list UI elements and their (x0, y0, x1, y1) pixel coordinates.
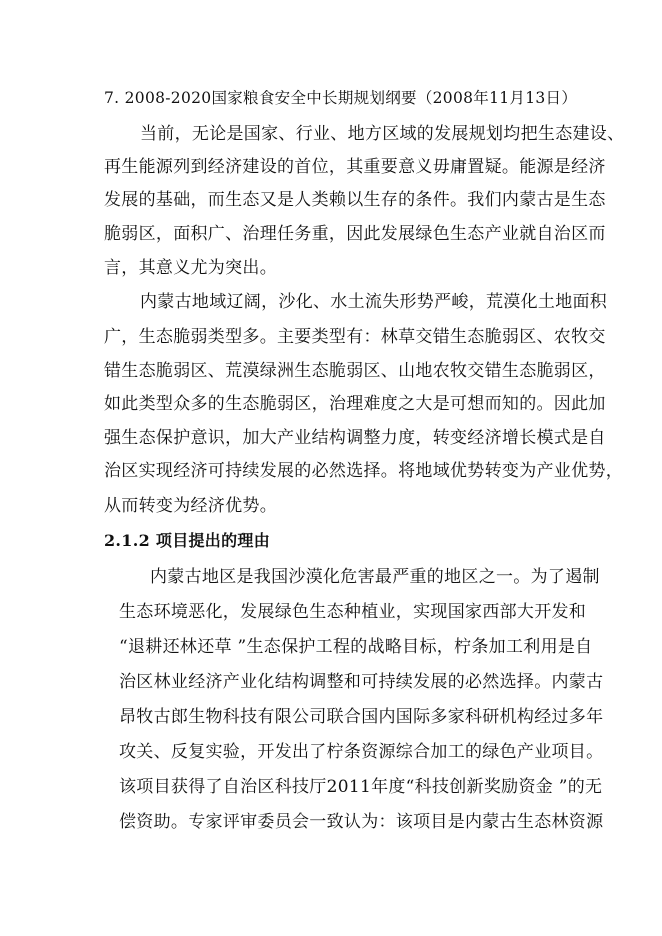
item7-title: 7. 2008-2020国家粮食安全中长期规划纲要（2008年11月13日） (104, 89, 578, 107)
paragraph1-line-4: 脆弱区，面积广、治理任务重，因此发展绿色生态产业就自治区而 (104, 224, 606, 244)
paragraph2-line-3: 错生态脆弱区、荒漠绿洲生态脆弱区、山地农牧交错生态脆弱区， (104, 361, 606, 381)
paragraph3-line-5: 昂牧古郎生物科技有限公司联合国内国际多家科研机构经过多年 (119, 707, 604, 727)
paragraph3-line-6: 攻关、反复实验，开发出了柠条资源综合加工的绿色产业项目。 (119, 742, 604, 762)
paragraph1-line-2: 再生能源列到经济建设的首位，其重要意义毋庸置疑。能源是经济 (104, 157, 606, 177)
paragraph3-line-4: 治区林业经济产业化结构调整和可持续发展的必然选择。内蒙古 (119, 672, 604, 692)
paragraph2-line-2: 广，生态脆弱类型多。主要类型有：林草交错生态脆弱区、农牧交 (104, 327, 606, 347)
paragraph2-line-6: 治区实现经济可持续发展的必然选择。将地域优势转变为产业优势， (104, 461, 623, 481)
paragraph2-line-4: 如此类型众多的生态脆弱区，治理难度之大是可想而知的。因此加 (104, 394, 606, 414)
paragraph3-line-1: 内蒙古地区是我国沙漠化危害最严重的地区之一。为了遏制 (150, 567, 600, 587)
paragraph2-line-1: 内蒙古地域辽阔，沙化、水土流失形势严峻，荒漠化土地面积 (140, 292, 608, 312)
paragraph1-line-1: 当前，无论是国家、行业、地方区域的发展规划均把生态建设、 (140, 124, 625, 144)
paragraph3-line-3: “退耕还林还草 ”生态保护工程的战略目标，柠条加工利用是自 (119, 637, 593, 657)
paragraph2-line-7: 从而转变为经济优势。 (104, 496, 277, 516)
paragraph3-line-7: 该项目获得了自治区科技厅2011年度“科技创新奖励资金 ”的无 (119, 777, 603, 797)
section-heading: 2.1.2 项目提出的理由 (104, 531, 271, 550)
paragraph1-line-3: 发展的基础，而生态又是人类赖以生存的条件。我们内蒙古是生态 (104, 190, 606, 210)
paragraph2-line-5: 强生态保护意识，加大产业结构调整力度，转变经济增长模式是自 (104, 428, 606, 448)
paragraph3-line-8: 偿资助。专家评审委员会一致认为：该项目是内蒙古生态林资源 (119, 812, 604, 832)
paragraph1-line-5: 言，其意义尤为突出。 (104, 258, 277, 278)
paragraph3-line-2: 生态环境恶化，发展绿色生态种植业，实现国家西部大开发和 (119, 602, 587, 622)
